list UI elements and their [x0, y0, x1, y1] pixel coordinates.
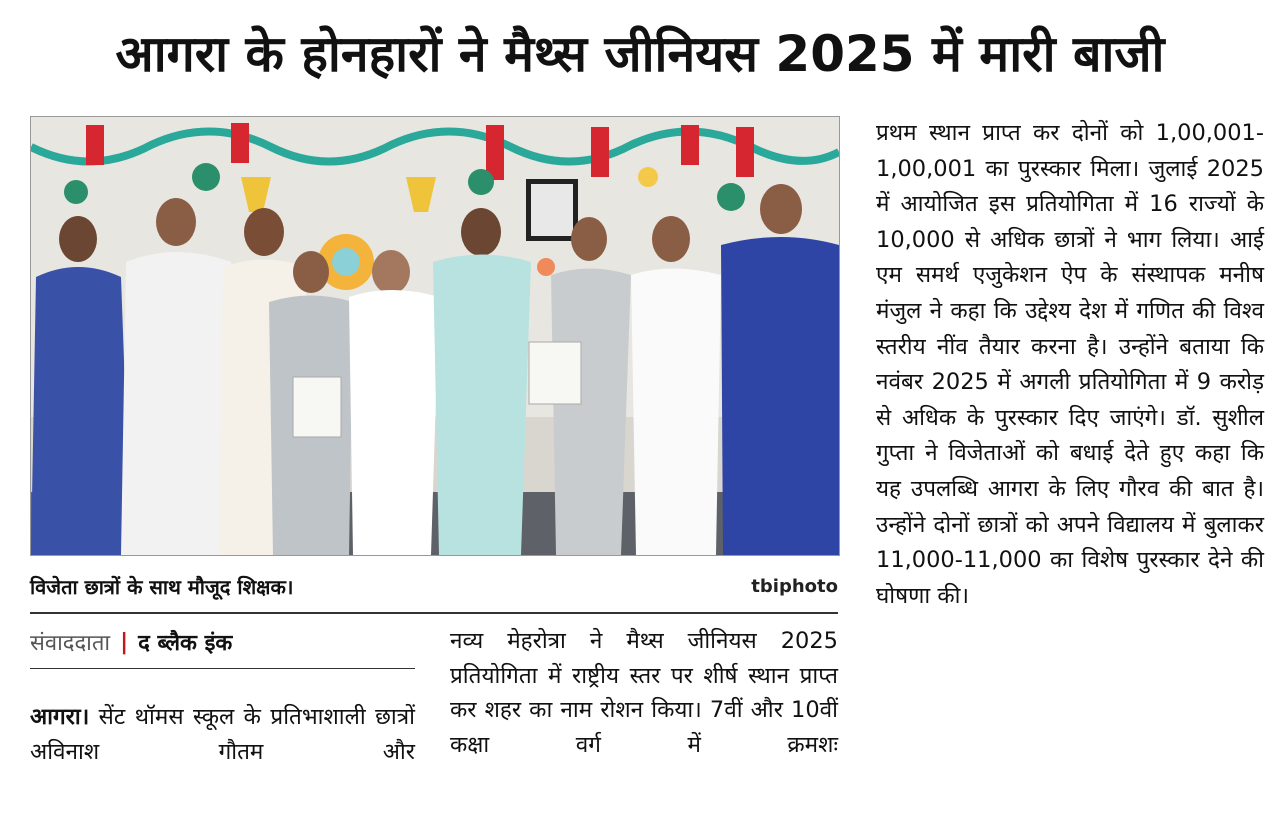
- news-photo: [30, 116, 840, 556]
- article-column-2: [450, 624, 838, 762]
- column-1-text: सेंट थॉमस स्कूल के प्रतिभाशाली छात्रों अविनाश गौतम और: [30, 704, 415, 765]
- headline: आगरा के होनहारों ने मैथ्स जीनियस 2025 में मारी बाजी: [115, 25, 1165, 83]
- photo-caption: विजेता छात्रों के साथ मौजूद शिक्षक।: [30, 574, 294, 599]
- article-column-3: [876, 116, 1264, 614]
- byline-reporter: संवाददाता: [30, 631, 111, 656]
- byline-publication: द ब्लैक इंक: [138, 631, 233, 656]
- article-column-1: [30, 700, 415, 769]
- column-2-text: नव्य मेहरोत्रा ने मैथ्स जीनियस 2025 प्रतियोगिता में राष्ट्रीय स्तर पर शीर्ष स्थान प्राप्त कर शहर का नाम रोशन किया। 7वीं और 10वीं कक्षा वर्ग में क्रमशः: [450, 628, 838, 758]
- photo-caption-bar: [30, 568, 838, 604]
- photo-credit: [751, 576, 838, 597]
- photo-credit-rest: photo: [778, 575, 838, 597]
- byline-divider: [30, 668, 415, 669]
- column-3-text: प्रथम स्थान प्राप्त कर दोनों को 1,00,001-1,00,001 का पुरस्कार मिला। जुलाई 2025 में आयोजित इस प्रतियोगिता में 16 राज्यों के 10,000 से अधिक छात्रों ने भाग लिया। आई एम समर्थ एजुकेशन ऐप के संस्थापक मनीष मंजुल ने कहा कि उद्देश्य देश में गणित की विश्व स्तरीय नींव तैयार करना है। उन्होंने बताया कि नवंबर 2025 में अगली प्रतियोगिता में 9 करोड़ से अधिक के पुरस्कार दिए जाएंगे। डॉ. सुशील गुप्ता ने विजेताओं को बधाई देते हुए कहा कि यह उपलब्धि आगरा के लिए गौरव की बात है। उन्होंने दोनों छात्रों को अपने विद्यालय में बुलाकर 11,000-11,000 का विशेष पुरस्कार देने की घोषणा की।: [876, 120, 1264, 609]
- caption-divider: [30, 612, 838, 614]
- byline-separator: |: [120, 629, 129, 655]
- dateline: आगरा।: [30, 704, 90, 730]
- photo-credit-bold: tbi: [751, 575, 779, 597]
- byline: [30, 622, 420, 662]
